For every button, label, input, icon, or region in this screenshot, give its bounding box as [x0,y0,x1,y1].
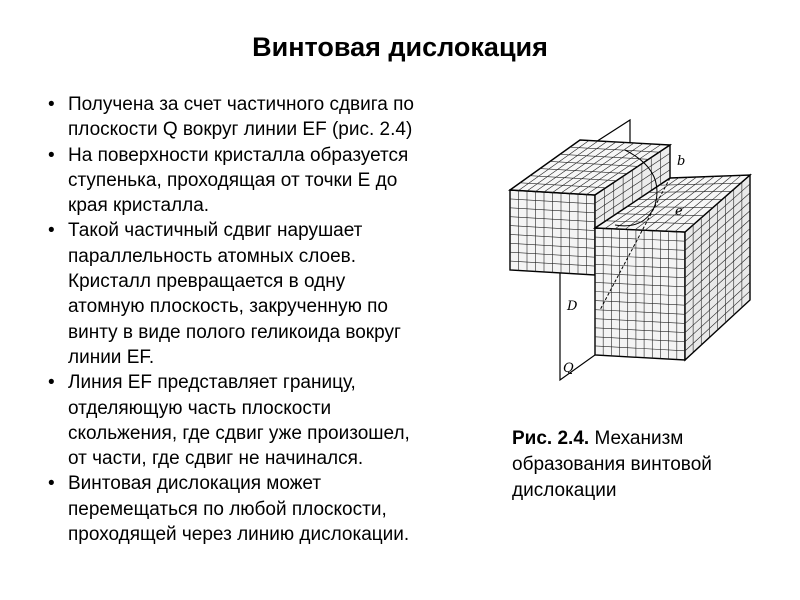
bullet-line: Винтовая дислокация может [68,473,322,495]
caption-line-2: образования винтовой [512,454,712,475]
bullet-line: от части, где сдвиг не начинался. [68,448,364,470]
crystal-faces [510,140,750,360]
bullet-line: Получена за счет частичного сдвига по [68,94,414,115]
bullet-line: перемещаться по любой плоскости, [68,498,387,520]
bullet-marker: • [48,473,55,495]
bullet-item-3 [48,218,488,269]
bullet-line: отделяющую часть плоскости [68,397,332,419]
bullet-marker: • [48,144,55,166]
bullet-line: скольжения, где сдвиг уже произошел, [68,422,410,444]
bullet-list [48,92,488,547]
bullet-item-5 [48,370,488,471]
label-d: D [567,299,578,314]
bullet-line: линии EF. [68,346,155,368]
crystal-diagram [505,110,775,410]
caption-line-3: дислокации [512,480,617,501]
bullet-line: атомную плоскость, закрученную по [68,296,388,318]
slide-title: Винтовая дислокация [252,32,548,62]
bullet-line: Такой частичный сдвиг нарушает [68,220,363,242]
bullet-line: Линия EF представляет границу, [68,372,356,394]
bullet-line: винту в виде полого геликоида вокруг [68,321,401,343]
bullet-line: параллельность атомных слоев. [68,245,357,267]
bullet-line: На поверхности кристалла образуется [68,144,409,166]
bullet-marker: • [48,94,55,115]
bullet-item-2 [48,143,488,219]
label-q: Q [563,361,574,376]
bullet-marker: • [48,372,55,394]
label-e: e [675,204,683,219]
bullet-item-6 [48,471,488,547]
screw-dislocation-figure [505,110,775,410]
bullet-line: края кристалла. [68,195,210,217]
figure-caption [512,426,772,504]
caption-label: Рис. 2.4. [512,428,590,449]
bullet-marker: • [48,220,55,242]
bullet-item-4 [48,269,488,370]
bullet-line: ступенька, проходящая от точки Е до [68,169,398,191]
caption-text-1: Механизм [589,428,684,449]
bullet-line: плоскости Q вокруг линии EF (рис. 2.4) [68,119,413,141]
label-b: b [677,154,686,169]
bullet-line: Кристалл превращается в одну [68,271,346,293]
bullet-line: проходящей через линию дислокации. [68,524,410,546]
caption-line-1 [512,426,772,452]
bullet-item-1 [48,92,488,143]
